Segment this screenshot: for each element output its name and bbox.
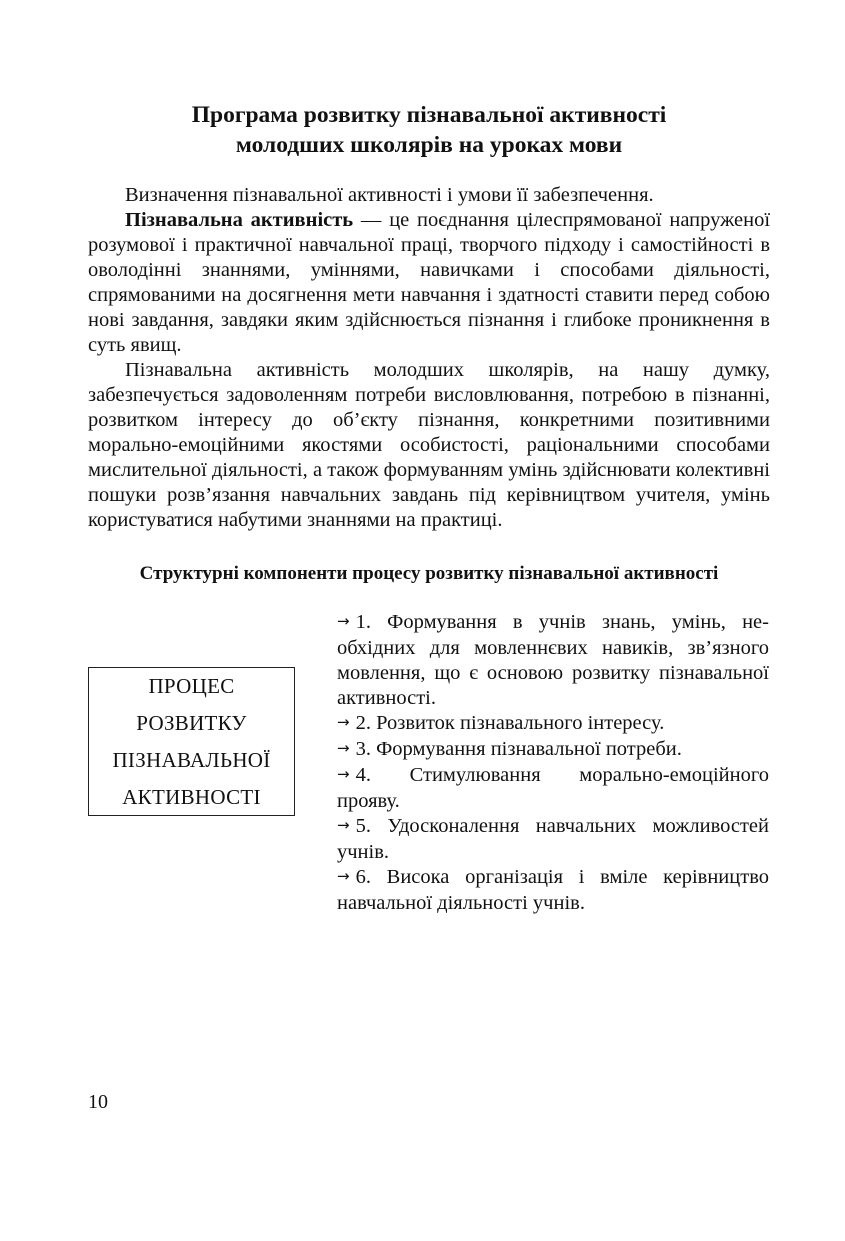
list-item	[337, 865, 769, 916]
arrow-right-icon: →	[337, 765, 350, 783]
paragraph-definition	[88, 208, 770, 358]
defined-term: Пізнавальна активність	[125, 209, 354, 231]
list-item-text: 1. Формування в учнів знань, умінь, необхідних для мовленнєвих навиків, зв’язного мовлення, що є основою розвитку пізнавальної активності.	[337, 611, 769, 709]
list-item	[337, 610, 769, 711]
page-number: 10	[88, 1091, 108, 1113]
list-item-text: 5. Удосконалення навчальних можливостей учнів.	[337, 815, 769, 863]
definition-text: — це поєднання цілеспрямованої напруженої розумової і практичної навчальної праці, творчого підходу і самостійності в оволодінні знаннями, уміннями, навичками і способами діяльності, спрямованими на досягнення мети навчання і здатності ставити перед собою нові завдання, завдяки яким здійснюється пізнання і глибоке проникнення в суть явищ.	[88, 209, 771, 356]
list-item	[337, 814, 769, 865]
body-text	[88, 183, 770, 533]
arrow-right-icon: →	[337, 816, 350, 834]
paragraph-definition-intro: Визначення пізнавальної активності і умови її забезпечення.	[125, 184, 654, 206]
arrow-right-icon: →	[337, 612, 350, 630]
process-box-line-3: ПІЗНАВАЛЬНОЇ	[112, 747, 271, 772]
list-item-text: 2. Розвиток пізнавального інтересу.	[355, 712, 665, 734]
process-box-line-1: ПРОЦЕС	[148, 673, 235, 698]
title-line-2: молодших школярів на уроках мови	[235, 132, 623, 158]
list-item	[337, 711, 769, 737]
section-subheading: Структурні компоненти процесу розвитку пізнавальної активності	[139, 563, 719, 584]
list-item-text: 6. Висока організація і вміле керівництво навчальної діяльності учнів.	[337, 866, 769, 914]
component-list	[337, 610, 769, 916]
arrow-right-icon: →	[337, 739, 350, 757]
arrow-right-icon: →	[337, 867, 350, 885]
list-item-text: 4. Стимулювання морально-емоційного прояву.	[337, 764, 769, 812]
arrow-right-icon: →	[337, 713, 350, 731]
process-box-line-2: РОЗВИТКУ	[136, 710, 247, 735]
process-box-line-4: АКТИВНОСТІ	[122, 784, 261, 809]
paragraph-conditions: Пізнавальна активність молодших школярів, на нашу думку, забезпечується задоволенням потреби висловлювання, потребою в пізнанні, розвитком інтересу до об’єкту пізнання, конкретними позитивними морально-емоційними якостями особистості, раціональними способами мислительної діяльності, а також формуванням умінь здійснювати колективні пошуки розв’язання навчальних завдань під керівництвом учителя, умінь користуватися набутими знаннями на практиці.	[88, 359, 770, 531]
list-item	[337, 763, 769, 814]
list-item-text: 3. Формування пізнавальної потреби.	[355, 738, 682, 760]
process-box	[88, 667, 295, 816]
list-item	[337, 737, 769, 763]
page-title	[88, 100, 770, 160]
title-line-1: Програма розвитку пізнавальної активності	[191, 102, 667, 128]
